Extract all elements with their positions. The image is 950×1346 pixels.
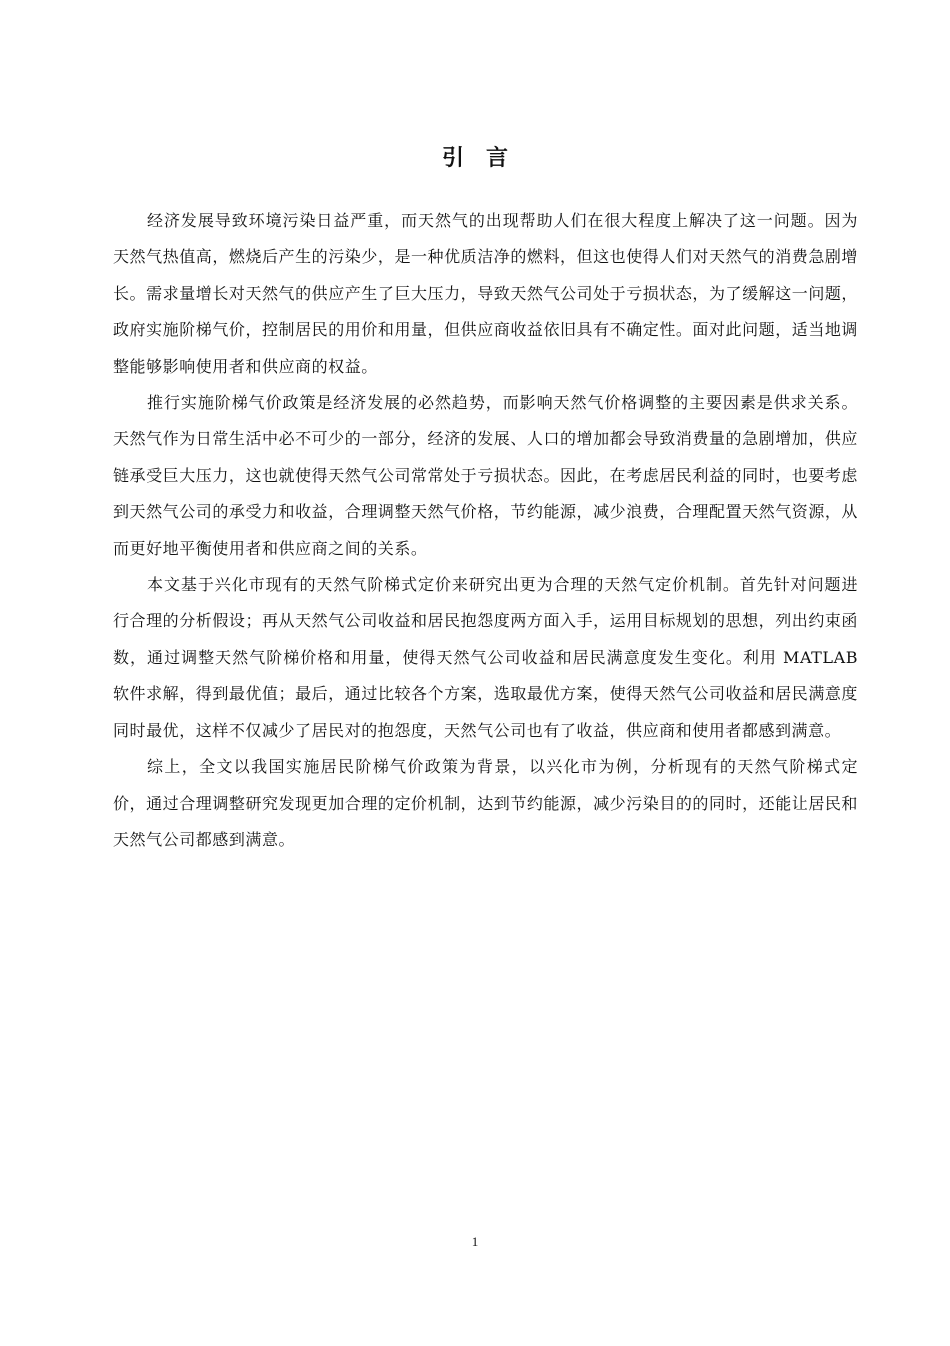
paragraph-1: 经济发展导致环境污染日益严重，而天然气的出现帮助人们在很大程度上解决了这一问题。因为天然气热值高，燃烧后产生的污染少，是一种优质洁净的燃料，但这也使得人们对天然气的消费急剧增长。需求量增长对天然气的供应产生了巨大压力，导致天然气公司处于亏损状态，为了缓解这一问题，政府实施阶梯气价，控制居民的用价和用量，但供应商收益依旧具有不确定性。面对此问题，适当地调整能够影响使用者和供应商的权益。 [113,211,858,376]
paragraph-4: 综上，全文以我国实施居民阶梯气价政策为背景，以兴化市为例，分析现有的天然气阶梯式定价，通过合理调整研究发现更加合理的定价机制，达到节约能源，减少污染目的的同时，还能让居民和天然气公司都感到满意。 [113,757,858,849]
body-text [113,203,858,858]
page-number: 1 [471,1234,479,1249]
paragraph-3: 本文基于兴化市现有的天然气阶梯式定价来研究出更为合理的天然气定价机制。首先针对问题进行合理的分析假设；再从天然气公司收益和居民抱怨度两方面入手，运用目标规划的思想，列出约束函数，通过调整天然气阶梯价格和用量，使得天然气公司收益和居民满意度发生变化。利用 MATLAB 软件求解，得到最优值；最后，通过比较各个方案，选取最优方案，使得天然气公司收益和居民满意度同时最优，这样不仅减少了居民对的抱怨度，天然气公司也有了收益，供应商和使用者都感到满意。 [113,575,858,740]
page-title: 引言 [441,145,530,171]
paragraph-2: 推行实施阶梯气价政策是经济发展的必然趋势，而影响天然气价格调整的主要因素是供求关系。天然气作为日常生活中必不可少的一部分，经济的发展、人口的增加都会导致消费量的急剧增加，供应链承受巨大压力，这也就使得天然气公司常常处于亏损状态。因此，在考虑居民利益的同时，也要考虑到天然气公司的承受力和收益，合理调整天然气价格，节约能源，减少浪费，合理配置天然气资源，从而更好地平衡使用者和供应商之间的关系。 [113,393,858,558]
